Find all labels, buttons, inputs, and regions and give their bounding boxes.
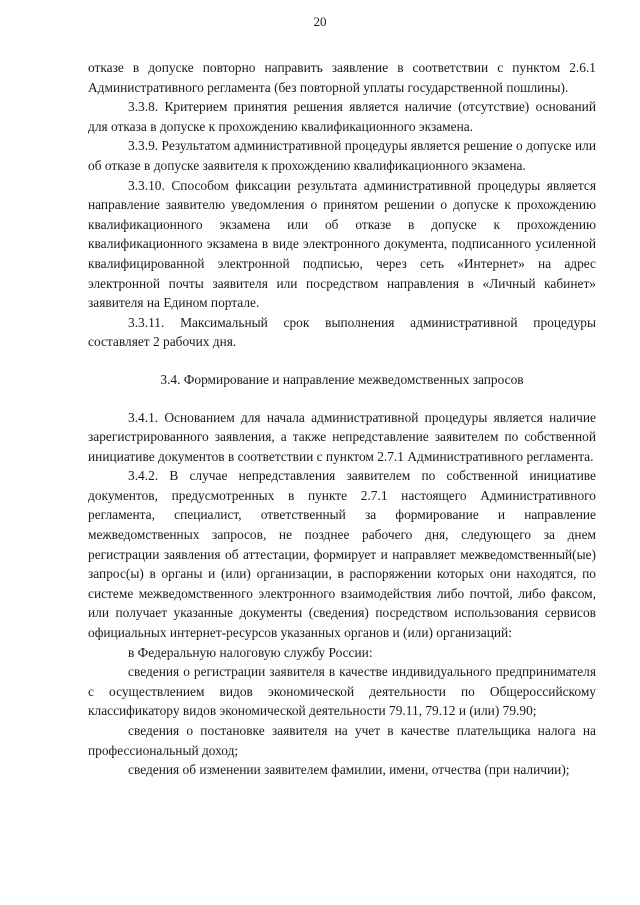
paragraph-3-4-2: 3.4.2. В случае непредставления заявителем по собственной инициативе документов, предусмотренных в пункте 2.7.1 настоящего Административного регламента, специалист, ответственный за формирование и направление межведомственных запросов, не позднее рабочего дня, следующего за днем регистрации заявления об аттестации, формирует и направляет межведомственный(ые) запрос(ы) в органы и (или) организации, в распоряжении которых они находятся, по системе межведомственного электронного взаимодействия либо почтой, либо факсом, или получает указанные документы (сведения) посредством использования сервисов официальных интернет-ресурсов указанных органов и (или) организаций:: [88, 468, 596, 641]
list-item-fns: в Федеральную налоговую службу России:: [128, 644, 373, 660]
paragraph-3-3-11: 3.3.11. Максимальный срок выполнения административной процедуры составляет 2 рабочих дня.: [88, 314, 596, 350]
page-number: 20: [313, 14, 327, 29]
section-heading-3-4: 3.4. Формирование и направление межведомственных запросов: [160, 371, 524, 387]
list-item-tax-registration: сведения о постановке заявителя на учет в качестве плательщика налога на профессиональный доход;: [88, 723, 596, 758]
document-body: [88, 58, 596, 780]
paragraph-3-3-10: 3.3.10. Способом фиксации результата административной процедуры является направление заявителю уведомления о принятом решении о допуске к прохождению квалификационного экзамена или об отказе в допуске к прохождению квалификационного экзамена в виде электронного документа, подписанного усиленной квалифицированной электронной подписью, через сеть «Интернет» на адрес электронной почты заявителя или посредством направления в «Личный кабинет» заявителя на Едином портале.: [88, 177, 596, 311]
paragraph-3-3-8: 3.3.8. Критерием принятия решения является наличие (отсутствие) оснований для отказа в допуске к прохождению квалификационного экзамена.: [88, 99, 596, 134]
list-item-ip-registration: сведения о регистрации заявителя в качестве индивидуального предпринимателя с осуществлением видов экономической деятельности по Общероссийскому классификатору видов экономической деятельности 79.11, 79.12 и (или) 79.90;: [88, 664, 596, 719]
paragraph-continuation: отказе в допуске повторно направить заявление в соответствии с пунктом 2.6.1 Административного регламента (без повторной уплаты государственной пошлины).: [88, 60, 596, 95]
paragraph-3-4-1: 3.4.1. Основанием для начала административной процедуры является наличие зарегистрированного заявления, а также непредставление заявителем по собственной инициативе документов в соответствии с пунктом 2.7.1 Административного регламента.: [88, 409, 596, 464]
paragraph-3-3-9: 3.3.9. Результатом административной процедуры является решение о допуске или об отказе в допуске заявителя к прохождению квалификационного экзамена.: [88, 138, 596, 173]
list-item-name-change: сведения об изменении заявителем фамилии, имени, отчества (при наличии);: [128, 762, 570, 778]
